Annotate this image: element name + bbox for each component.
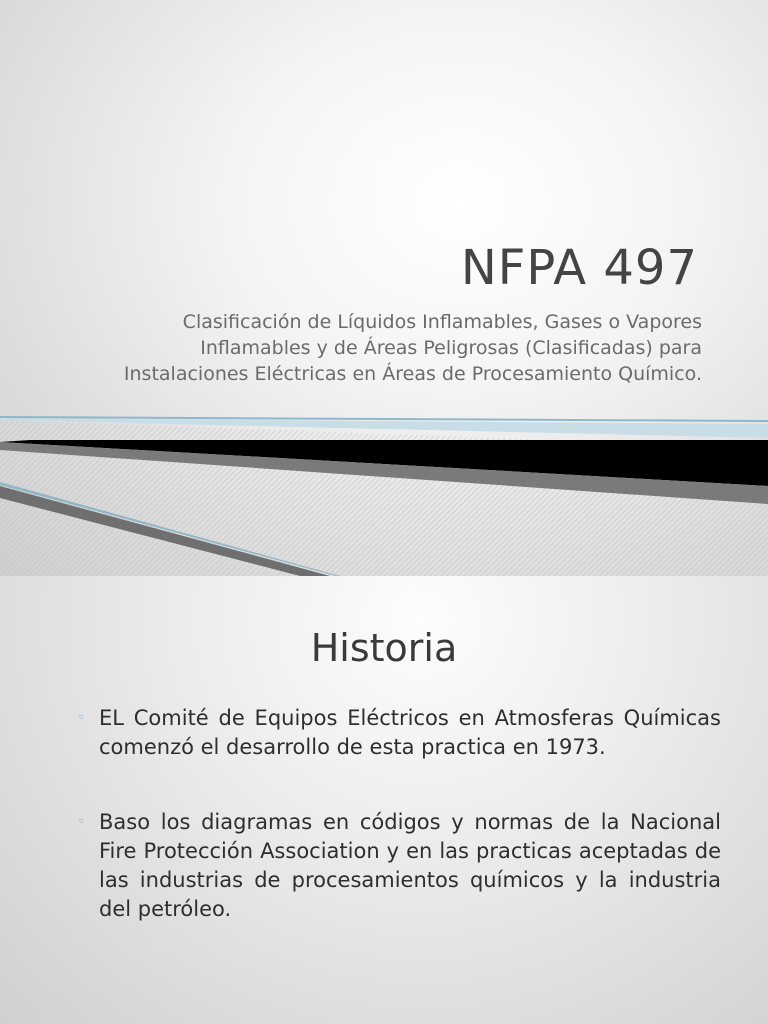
- bullet-text: Baso los diagramas en códigos y normas de la Nacional Fire Protección Association y en las practicas aceptadas de las industrias de procesamientos químicos y la industria del petróleo.: [99, 810, 721, 921]
- decorative-bands: [0, 400, 768, 576]
- circle-bullet-icon: ◦: [77, 814, 86, 830]
- bullet-text: EL Comité de Equipos Eléctricos en Atmosferas Químicas comenzó el desarrollo de esta practica en 1973.: [99, 706, 721, 759]
- list-item: [75, 704, 721, 762]
- historia-slide: [0, 576, 768, 1024]
- bullet-list: [75, 704, 721, 970]
- slide-title: NFPA 497: [460, 240, 698, 296]
- subtitle-line: Inflamables y de Áreas Peligrosas (Clasificadas) para: [200, 337, 702, 359]
- circle-bullet-icon: ◦: [77, 710, 86, 726]
- subtitle-line: Clasificación de Líquidos Inflamables, Gases o Vapores: [182, 311, 702, 333]
- slide-title: Historia: [310, 626, 458, 670]
- slide-subtitle: [2, 309, 702, 387]
- subtitle-line: Instalaciones Eléctricas en Áreas de Procesamiento Químico.: [123, 363, 702, 385]
- list-item: [75, 808, 721, 924]
